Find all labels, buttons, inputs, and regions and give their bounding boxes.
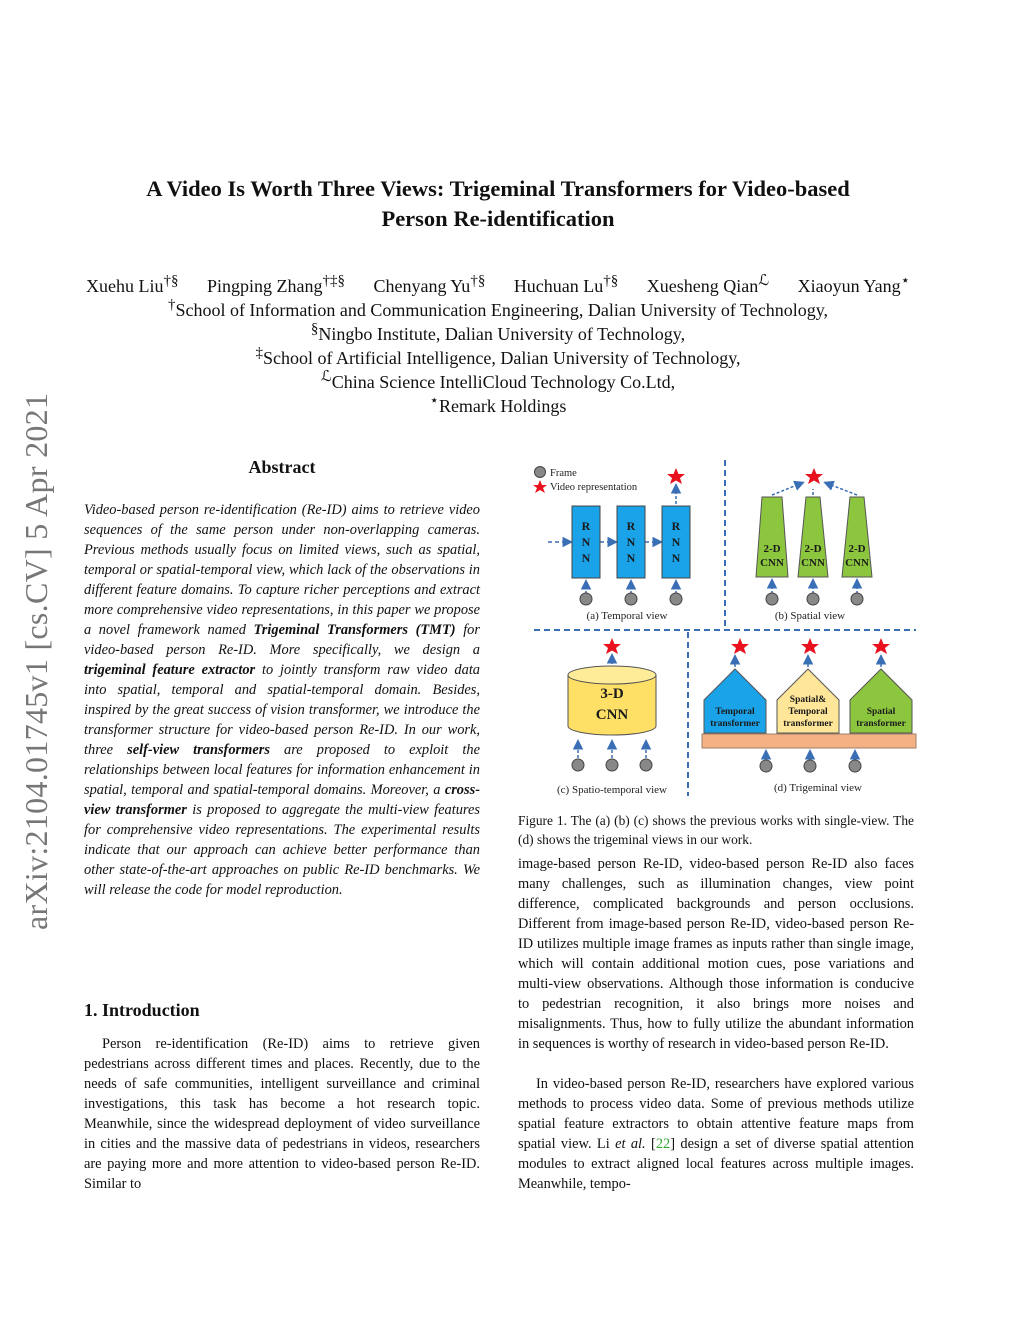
svg-text:N: N <box>581 551 591 565</box>
frame-circle <box>849 760 861 772</box>
svg-text:2-D: 2-D <box>848 543 866 555</box>
arxiv-identifier: arXiv:2104.01745v1 [cs.CV] 5 Apr 2021 <box>18 392 54 930</box>
frame-circle <box>804 760 816 772</box>
svg-text:2-D: 2-D <box>763 543 781 555</box>
author: Huchuan Lu†§ <box>513 273 619 296</box>
svg-text:N: N <box>626 535 636 549</box>
frame-circle <box>606 759 618 771</box>
svg-text:N: N <box>626 551 636 565</box>
svg-text:N: N <box>671 551 681 565</box>
author: Chenyang Yu†§ <box>373 273 486 296</box>
svg-text:Spatial: Spatial <box>866 707 896 717</box>
frame-circle <box>766 593 778 605</box>
label-d: (d) Trigeminal view <box>774 782 862 794</box>
author: Pingping Zhang†‡§ <box>206 273 345 296</box>
emphasis: cross-view transformer <box>84 782 480 818</box>
legend-frame-label: Frame <box>550 468 577 479</box>
frame-circle <box>851 593 863 605</box>
affiliation: †School of Information and Communication Engineering, Dalian University of Technology, <box>167 297 829 320</box>
frame-circle <box>807 593 819 605</box>
legend-video-label: Video representation <box>550 482 638 493</box>
affiliation: $^ℒ$China Science IntelliCloud Technology Co.Ltd, <box>320 369 676 392</box>
label-c: (c) Spatio-temporal view <box>557 784 667 796</box>
frame-circle <box>625 593 637 605</box>
panel-trigeminal-view <box>702 638 916 794</box>
affiliation: ⋆Remark Holdings <box>429 393 567 416</box>
emphasis: trigeminal feature extractor <box>84 662 256 678</box>
panel-spatio-temporal-view <box>557 638 667 796</box>
frame-circle <box>670 593 682 605</box>
paper-title <box>60 174 936 234</box>
section-heading-introduction: 1. Introduction <box>84 1000 200 1020</box>
figure-1-diagram <box>524 456 928 802</box>
citation-link[interactable]: 22 <box>655 1136 671 1152</box>
svg-text:CNN: CNN <box>845 557 869 569</box>
affiliation: §Ningbo Institute, Dalian University of Technology, <box>310 321 686 344</box>
abstract-body: Video-based person re-identification (Re-ID) aims to retrieve video sequences of the same person under non-overlapping cameras. Previous methods usually focus on limited views, such as spatial, temporal or spatial-temporal view, which lack of the observations in different feature domains. To capture richer perceptions and extract more comprehensive video representations, in this paper we propose a novel framework named Trigeminal Transformers (TMT) for video-based person Re-ID. More specifically, we design a trigeminal feature extractor to jointly transform raw video data into spatial, temporal and spatial-temporal domain. Besides, inspired by the great success of vision transformer, we introduce the transformer structure for video-based person Re-ID. In our work, three self-view transformers are proposed to exploit the relationships between local features for information enhancement in spatial, temporal and spatial-temporal domains. Moreover, a cross-view transformer is proposed to aggregate the multi-view features for comprehensive video representations. The experimental results indicate that our approach can achieve better performance than other state-of-the-art approaches on public Re-ID benchmarks. We will release the code for model reproduction. <box>84 502 481 898</box>
author: Xiaoyun Yang⋆ <box>797 273 910 296</box>
author: Xuesheng Qian$^ℒ$ <box>646 273 770 296</box>
svg-text:Temporal: Temporal <box>788 707 828 717</box>
frame-circle <box>760 760 772 772</box>
title-line-2: Person Re-identification <box>381 206 615 231</box>
panel-spatial-view <box>756 468 872 622</box>
svg-text:2-D: 2-D <box>804 543 822 555</box>
svg-text:transformer: transformer <box>710 719 760 729</box>
right-column-paragraph-1: image-based person Re-ID, video-based person Re-ID also faces many challenges, such as illumination changes, view point difference, complicated backgrounds and person occlusions. Different from image-based person Re-ID, video-based person Re-ID utilizes multiple image frames as inputs rather than single image, which will contain additional motion cues, pose variations and multi-view observations. Although those information is conducive to pedestrian recognition, it also brings more noises and misalignments. Thus, how to fully utilize the abundant information in sequences is worthy of research in video-based person Re-ID. <box>518 856 914 1052</box>
video-representation-star <box>603 638 621 654</box>
abstract-heading: Abstract <box>248 457 316 477</box>
emphasis: self-view transformers <box>127 742 270 758</box>
svg-text:transformer: transformer <box>856 719 906 729</box>
svg-text:R: R <box>671 519 681 533</box>
video-representation-legend-icon <box>533 480 547 493</box>
svg-text:CNN: CNN <box>595 707 629 723</box>
frame-circle <box>580 593 592 605</box>
video-representation-star <box>872 638 890 654</box>
video-representation-star <box>731 638 749 654</box>
svg-text:CNN: CNN <box>801 557 825 569</box>
frame-circle <box>640 759 652 771</box>
svg-text:CNN: CNN <box>760 557 784 569</box>
title-line-1: A Video Is Worth Three Views: Trigeminal Transformers for Video-based <box>146 176 850 201</box>
frame-circle <box>572 759 584 771</box>
figure-caption: Figure 1. The (a) (b) (c) shows the previous works with single-view. The (d) shows the trigeminal views in our work. <box>518 813 914 847</box>
shared-feature-bar <box>702 734 916 748</box>
svg-text:Spatial&: Spatial& <box>789 695 827 705</box>
svg-text:R: R <box>581 519 591 533</box>
author: Xuehu Liu†§ <box>86 273 179 296</box>
video-representation-star <box>805 468 823 484</box>
svg-text:N: N <box>671 535 681 549</box>
emphasis: Trigeminal Transformers (TMT) <box>253 622 456 638</box>
right-column-paragraph-2: In video-based person Re-ID, researchers have explored various methods to process video data. Some of previous methods utilize spatial feature extractors to obtain attentive feature maps from spatial view. Li et al. [22] design a set of diverse spatial attention modules to extract aligned local features across multiple images. Meanwhile, tempo- <box>518 1076 915 1192</box>
frame-legend-icon <box>535 467 546 478</box>
intro-paragraph: Person re-identification (Re-ID) aims to retrieve given pedestrians across different times and places. Recently, due to the needs of safe communities, intelligent surveillance and criminal investigations, this task has become a hot research topic. Meanwhile, since the widespread deployment of video surveillance in cities and the massive data of pedestrians in videos, researchers are paying more and more attention to video-based person Re-ID. Similar to <box>84 1036 480 1192</box>
video-representation-star <box>801 638 819 654</box>
svg-text:3-D: 3-D <box>600 686 624 702</box>
svg-text:R: R <box>626 519 636 533</box>
svg-text:transformer: transformer <box>783 719 833 729</box>
svg-text:N: N <box>581 535 591 549</box>
video-representation-star <box>667 468 685 484</box>
affiliation: ‡School of Artificial Intelligence, Dalian University of Technology, <box>255 345 741 368</box>
label-b: (b) Spatial view <box>774 610 846 622</box>
label-a: (a) Temporal view <box>586 610 668 622</box>
svg-text:Temporal: Temporal <box>715 707 755 717</box>
